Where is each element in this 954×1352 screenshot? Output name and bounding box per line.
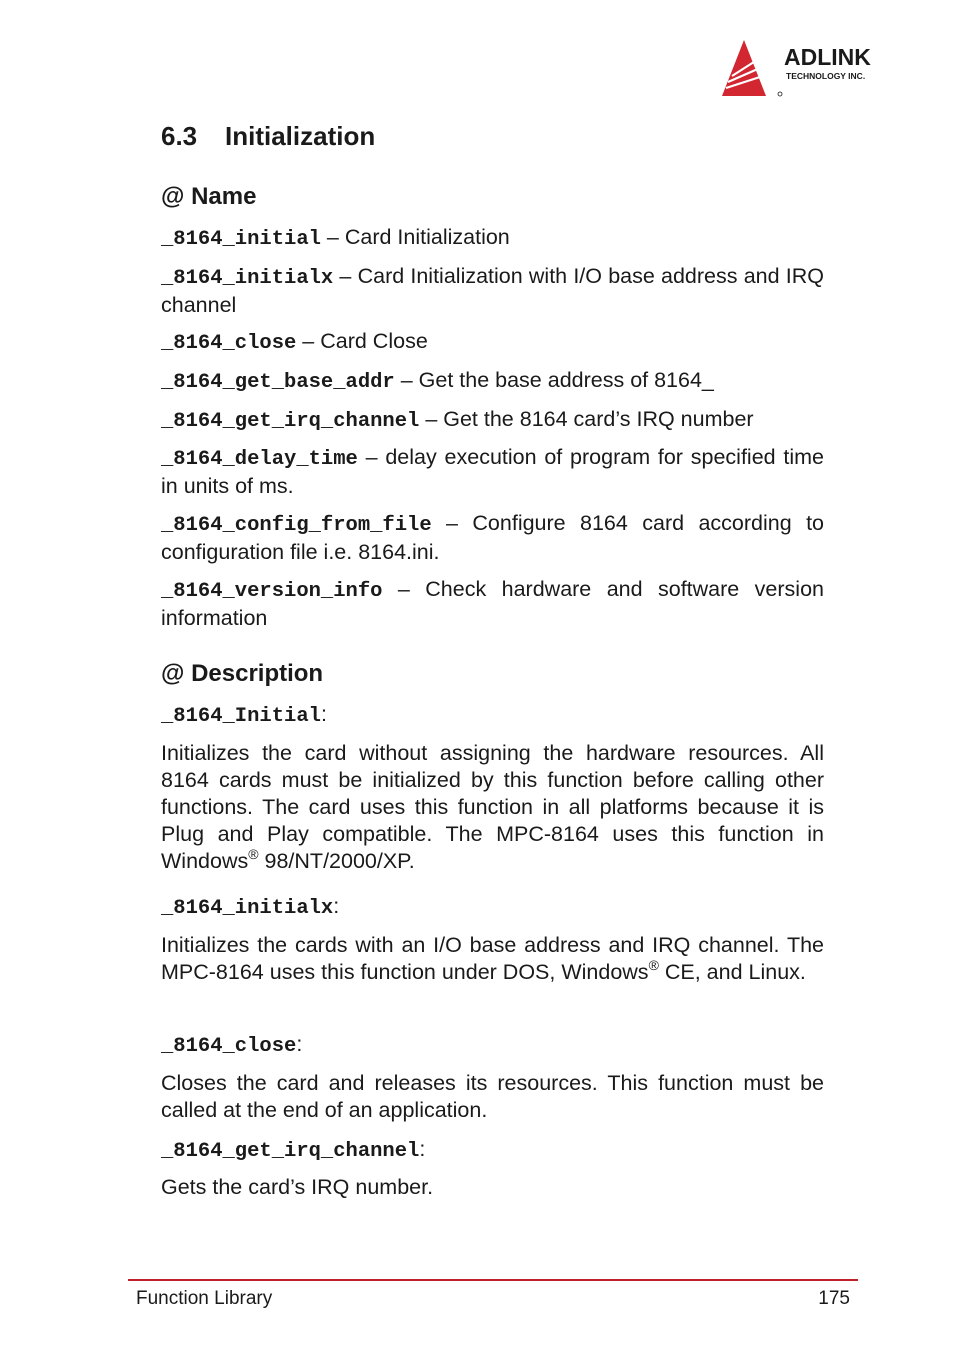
description-text-close bbox=[161, 1070, 824, 1124]
function-name: _8164_get_base_addr bbox=[161, 371, 395, 394]
description-label-initialx bbox=[161, 893, 824, 922]
description-label-initial bbox=[161, 701, 824, 730]
adlink-logo bbox=[722, 38, 912, 100]
name-heading: @ Name bbox=[161, 183, 257, 210]
name-entry-initialx bbox=[161, 263, 824, 319]
section-number: 6.3 bbox=[161, 121, 198, 151]
description-label-get-irq-channel bbox=[161, 1136, 824, 1165]
function-name: _8164_config_from_file bbox=[161, 514, 432, 537]
logo-triangle-icon bbox=[722, 40, 766, 96]
logo-text: ADLINK bbox=[784, 44, 871, 70]
colon: : bbox=[296, 1032, 303, 1056]
name-entry-close bbox=[161, 328, 824, 357]
description-text-initialx bbox=[161, 932, 824, 986]
function-name: _8164_get_irq_channel bbox=[161, 1140, 420, 1163]
description-text: Gets the card’s IRQ number. bbox=[161, 1175, 434, 1199]
section-title bbox=[161, 121, 375, 152]
registered-mark: ® bbox=[248, 846, 259, 862]
registered-mark: ® bbox=[648, 957, 659, 973]
page-number: 175 bbox=[818, 1288, 850, 1309]
function-summary: – Card Initialization with I/O base address and IRQ channel bbox=[161, 264, 824, 317]
function-summary: – Card Close bbox=[296, 329, 428, 353]
colon: : bbox=[320, 702, 327, 726]
description-text-initial bbox=[161, 740, 824, 875]
logo-subtext: TECHNOLOGY INC. bbox=[786, 71, 866, 81]
footer-chapter-title: Function Library bbox=[136, 1288, 273, 1309]
function-summary: – Check hardware and software version information bbox=[161, 577, 824, 630]
name-entry-config-from-file bbox=[161, 510, 824, 566]
name-entry-initial bbox=[161, 224, 824, 253]
function-name: _8164_initial bbox=[161, 228, 321, 251]
description-text-tail: CE, and Linux. bbox=[658, 960, 806, 984]
function-name: _8164_close bbox=[161, 332, 297, 355]
function-name: _8164_close bbox=[161, 1035, 297, 1058]
name-entry-get-base-addr bbox=[161, 367, 824, 396]
function-summary: – Configure 8164 card according to configuration file i.e. 8164.ini. bbox=[161, 511, 824, 564]
function-name: _8164_get_irq_channel bbox=[161, 410, 420, 433]
description-label-close bbox=[161, 1031, 824, 1060]
function-name: _8164_initialx bbox=[161, 897, 334, 920]
function-summary: – Get the 8164 card’s IRQ number bbox=[419, 407, 754, 431]
description-text-get-irq-channel bbox=[161, 1174, 824, 1201]
function-summary: – Get the base address of 8164_ bbox=[394, 368, 714, 392]
function-name: _8164_delay_time bbox=[161, 448, 358, 471]
footer-rule bbox=[128, 1279, 858, 1281]
function-summary: – Card Initialization bbox=[320, 225, 510, 249]
colon: : bbox=[333, 894, 340, 918]
description-text-tail: 98/NT/2000/XP. bbox=[258, 849, 415, 873]
name-entry-delay-time bbox=[161, 444, 824, 500]
description-text: Initializes the cards with an I/O base address and IRQ channel. The MPC-8164 uses this function under DOS, Windows bbox=[161, 933, 824, 984]
description-heading: @ Description bbox=[161, 660, 324, 687]
function-name: _8164_version_info bbox=[161, 580, 383, 603]
description-text: Initializes the card without assigning the hardware resources. All 8164 cards must be initialized by this function before calling other functions. The card uses this function in all platforms because it is Plug and Play compatible. The MPC-8164 uses this function in Windows bbox=[161, 741, 824, 873]
function-name: _8164_initialx bbox=[161, 267, 334, 290]
name-entry-get-irq-channel bbox=[161, 406, 824, 435]
colon: : bbox=[419, 1137, 426, 1161]
function-name: _8164_Initial bbox=[161, 705, 321, 728]
name-entry-version-info bbox=[161, 576, 824, 632]
description-text: Closes the card and releases its resources. This function must be called at the end of an application. bbox=[161, 1071, 824, 1122]
section-title-text: Initialization bbox=[225, 121, 376, 151]
function-summary: – delay execution of program for specified time in units of ms. bbox=[161, 445, 824, 498]
